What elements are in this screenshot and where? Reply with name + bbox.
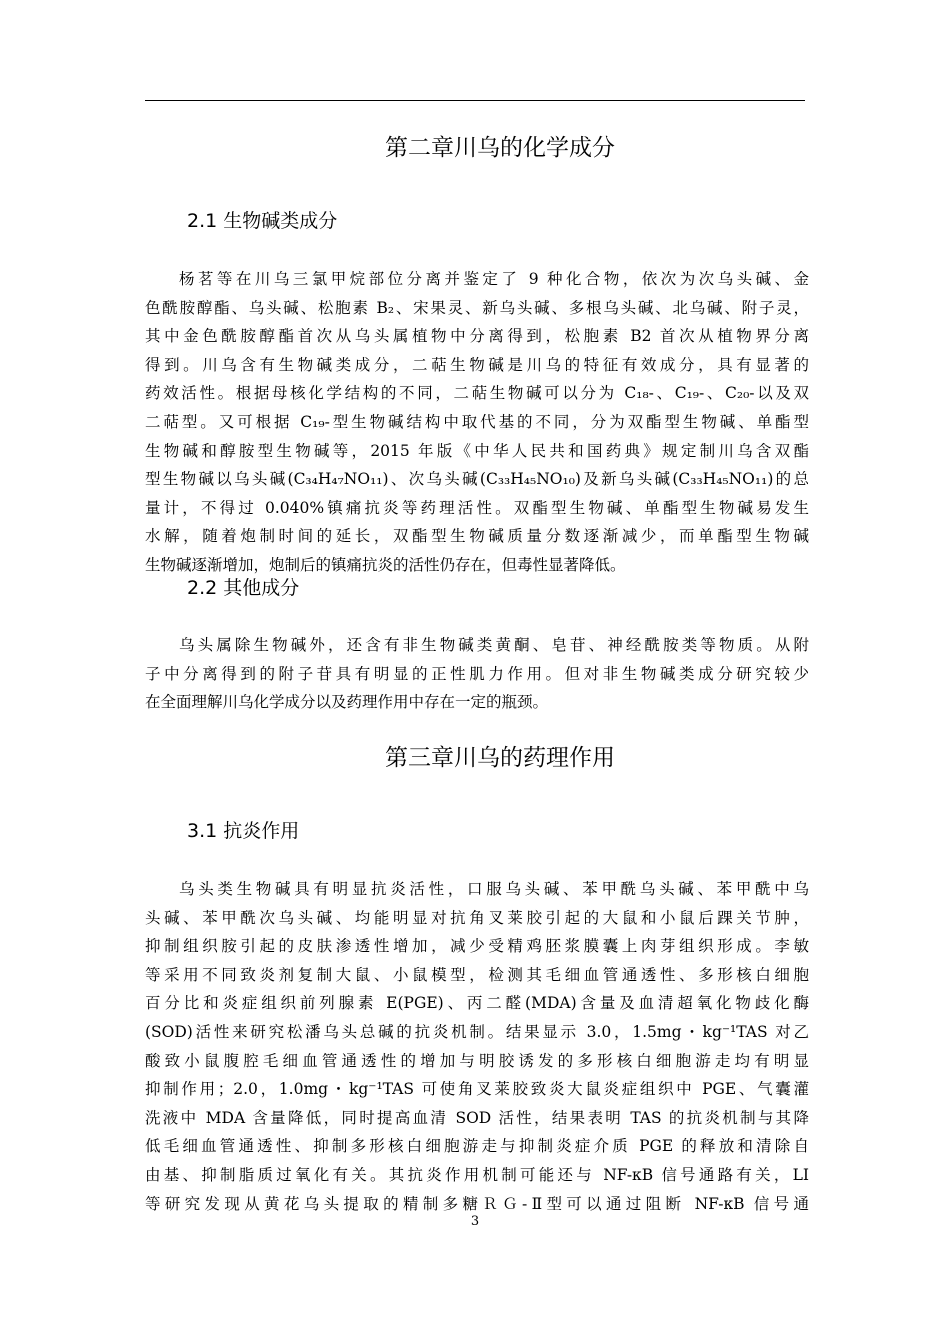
paragraph-line: 等采用不同致炎剂复制大鼠、小鼠模型，检测其毛细血管通透性、多形核白细胞: [145, 965, 809, 984]
paragraph-line: 生物碱逐渐增加，炮制后的镇痛抗炎的活性仍存在，但毒性显著降低。: [145, 555, 626, 574]
page-number: 3: [470, 1214, 480, 1229]
paragraph-line: 百分比和炎症组织前列腺素 E(PGE)、丙二醛(MDA)含量及血清超氧化物歧化酶: [145, 994, 809, 1013]
paragraph-line: 型生物碱以乌头碱(C₃₄H₄₇NO₁₁)、次乌头碱(C₃₃H₄₅NO₁₀)及新乌头碱(C₃₃H₄₅NO₁₁)的总: [145, 470, 809, 489]
header-rule: [145, 100, 805, 101]
paragraph-line: 抑制组织胺引起的皮肤渗透性增加，减少受精鸡胚浆膜囊上肉芽组织形成。李敏: [145, 937, 809, 956]
paragraph-line: 得到。川乌含有生物碱类成分，二萜生物碱是川乌的特征有效成分，具有显著的: [145, 355, 809, 374]
paragraph-line: 由基、抑制脂质过氧化有关。其抗炎作用机制可能还与 NF-κB 信号通路有关，LI: [145, 1165, 809, 1184]
section-2-2-paragraph: [145, 631, 809, 717]
paragraph-line: 乌头类生物碱具有明显抗炎活性，口服乌头碱、苯甲酰乌头碱、苯甲酰中乌: [179, 880, 809, 898]
paragraph-line: 杨茗等在川乌三氯甲烷部位分离并鉴定了 9 种化合物，依次为次乌头碱、金: [179, 270, 809, 288]
paragraph-line: 其中金色酰胺醇酯首次从乌头属植物中分离得到，松胞素 B2 首次从植物界分离: [145, 327, 809, 346]
paragraph-line: 头碱、苯甲酰次乌头碱、均能明显对抗角叉莱胶引起的大鼠和小鼠后踝关节肿，: [145, 908, 809, 927]
section-2-1-heading: 2.1 生物碱类成分: [187, 210, 338, 232]
paragraph-line: 抑制作用；2.0，1.0mg・kg⁻¹TAS 可使角叉莱胶致炎大鼠炎症组织中 PGE、气囊灌: [145, 1080, 809, 1099]
paragraph-line: 量计，不得过 0.040%镇痛抗炎等药理活性。双酯型生物碱、单酯型生物碱易发生: [145, 498, 809, 517]
paragraph-line: 低毛细血管通透性、抑制多形核白细胞游走与抑制炎症介质 PGE 的释放和清除自: [145, 1137, 809, 1156]
paragraph-line: 酸致小鼠腹腔毛细血管通透性的增加与明胶诱发的多形核白细胞游走均有明显: [145, 1051, 809, 1070]
paragraph-line: (SOD)活性来研究松潘乌头总碱的抗炎机制。结果显示 3.0，1.5mg・kg⁻¹TAS 对乙: [145, 1022, 809, 1041]
paragraph-line: 等研究发现从黄花乌头提取的精制多糖ＲＧ-Ⅱ型可以通过阻断 NF-κB 信号通: [145, 1194, 809, 1213]
paragraph-line: 子中分离得到的附子苷具有明显的正性肌力作用。但对非生物碱类成分研究较少: [145, 664, 809, 683]
chapter-2-title: 第二章川乌的化学成分: [385, 135, 615, 161]
section-2-1-paragraph: [145, 265, 809, 580]
paragraph-line: 水解，随着炮制时间的延长，双酯型生物碱质量分数逐渐减少，而单酯型生物碱: [145, 527, 809, 546]
paragraph-line: 洗液中 MDA 含量降低，同时提高血清 SOD 活性，结果表明 TAS 的抗炎机制与其降: [145, 1108, 809, 1127]
paragraph-line: 生物碱和醇胺型生物碱等，2015 年版《中华人民共和国药典》规定制川乌含双酯: [145, 441, 809, 460]
section-3-1-paragraph: [145, 875, 809, 1218]
paragraph-line: 二萜型。又可根据 C₁₉-型生物碱结构中取代基的不同，分为双酯型生物碱、单酯型: [145, 412, 809, 431]
section-2-2-heading: 2.2 其他成分: [187, 577, 300, 599]
paragraph-line: 乌头属除生物碱外，还含有非生物碱类黄酮、皂苷、神经酰胺类等物质。从附: [179, 636, 809, 654]
chapter-3-title: 第三章川乌的药理作用: [385, 745, 615, 771]
paragraph-line: 药效活性。根据母核化学结构的不同，二萜生物碱可以分为 C₁₈-、C₁₉-、C₂₀-以及双: [145, 384, 809, 403]
paragraph-line: 在全面理解川乌化学成分以及药理作用中存在一定的瓶颈。: [145, 693, 549, 712]
paragraph-line: 色酰胺醇酯、乌头碱、松胞素 B₂、宋果灵、新乌头碱、多根乌头碱、北乌碱、附子灵，: [145, 298, 809, 317]
section-3-1-heading: 3.1 抗炎作用: [187, 820, 300, 842]
